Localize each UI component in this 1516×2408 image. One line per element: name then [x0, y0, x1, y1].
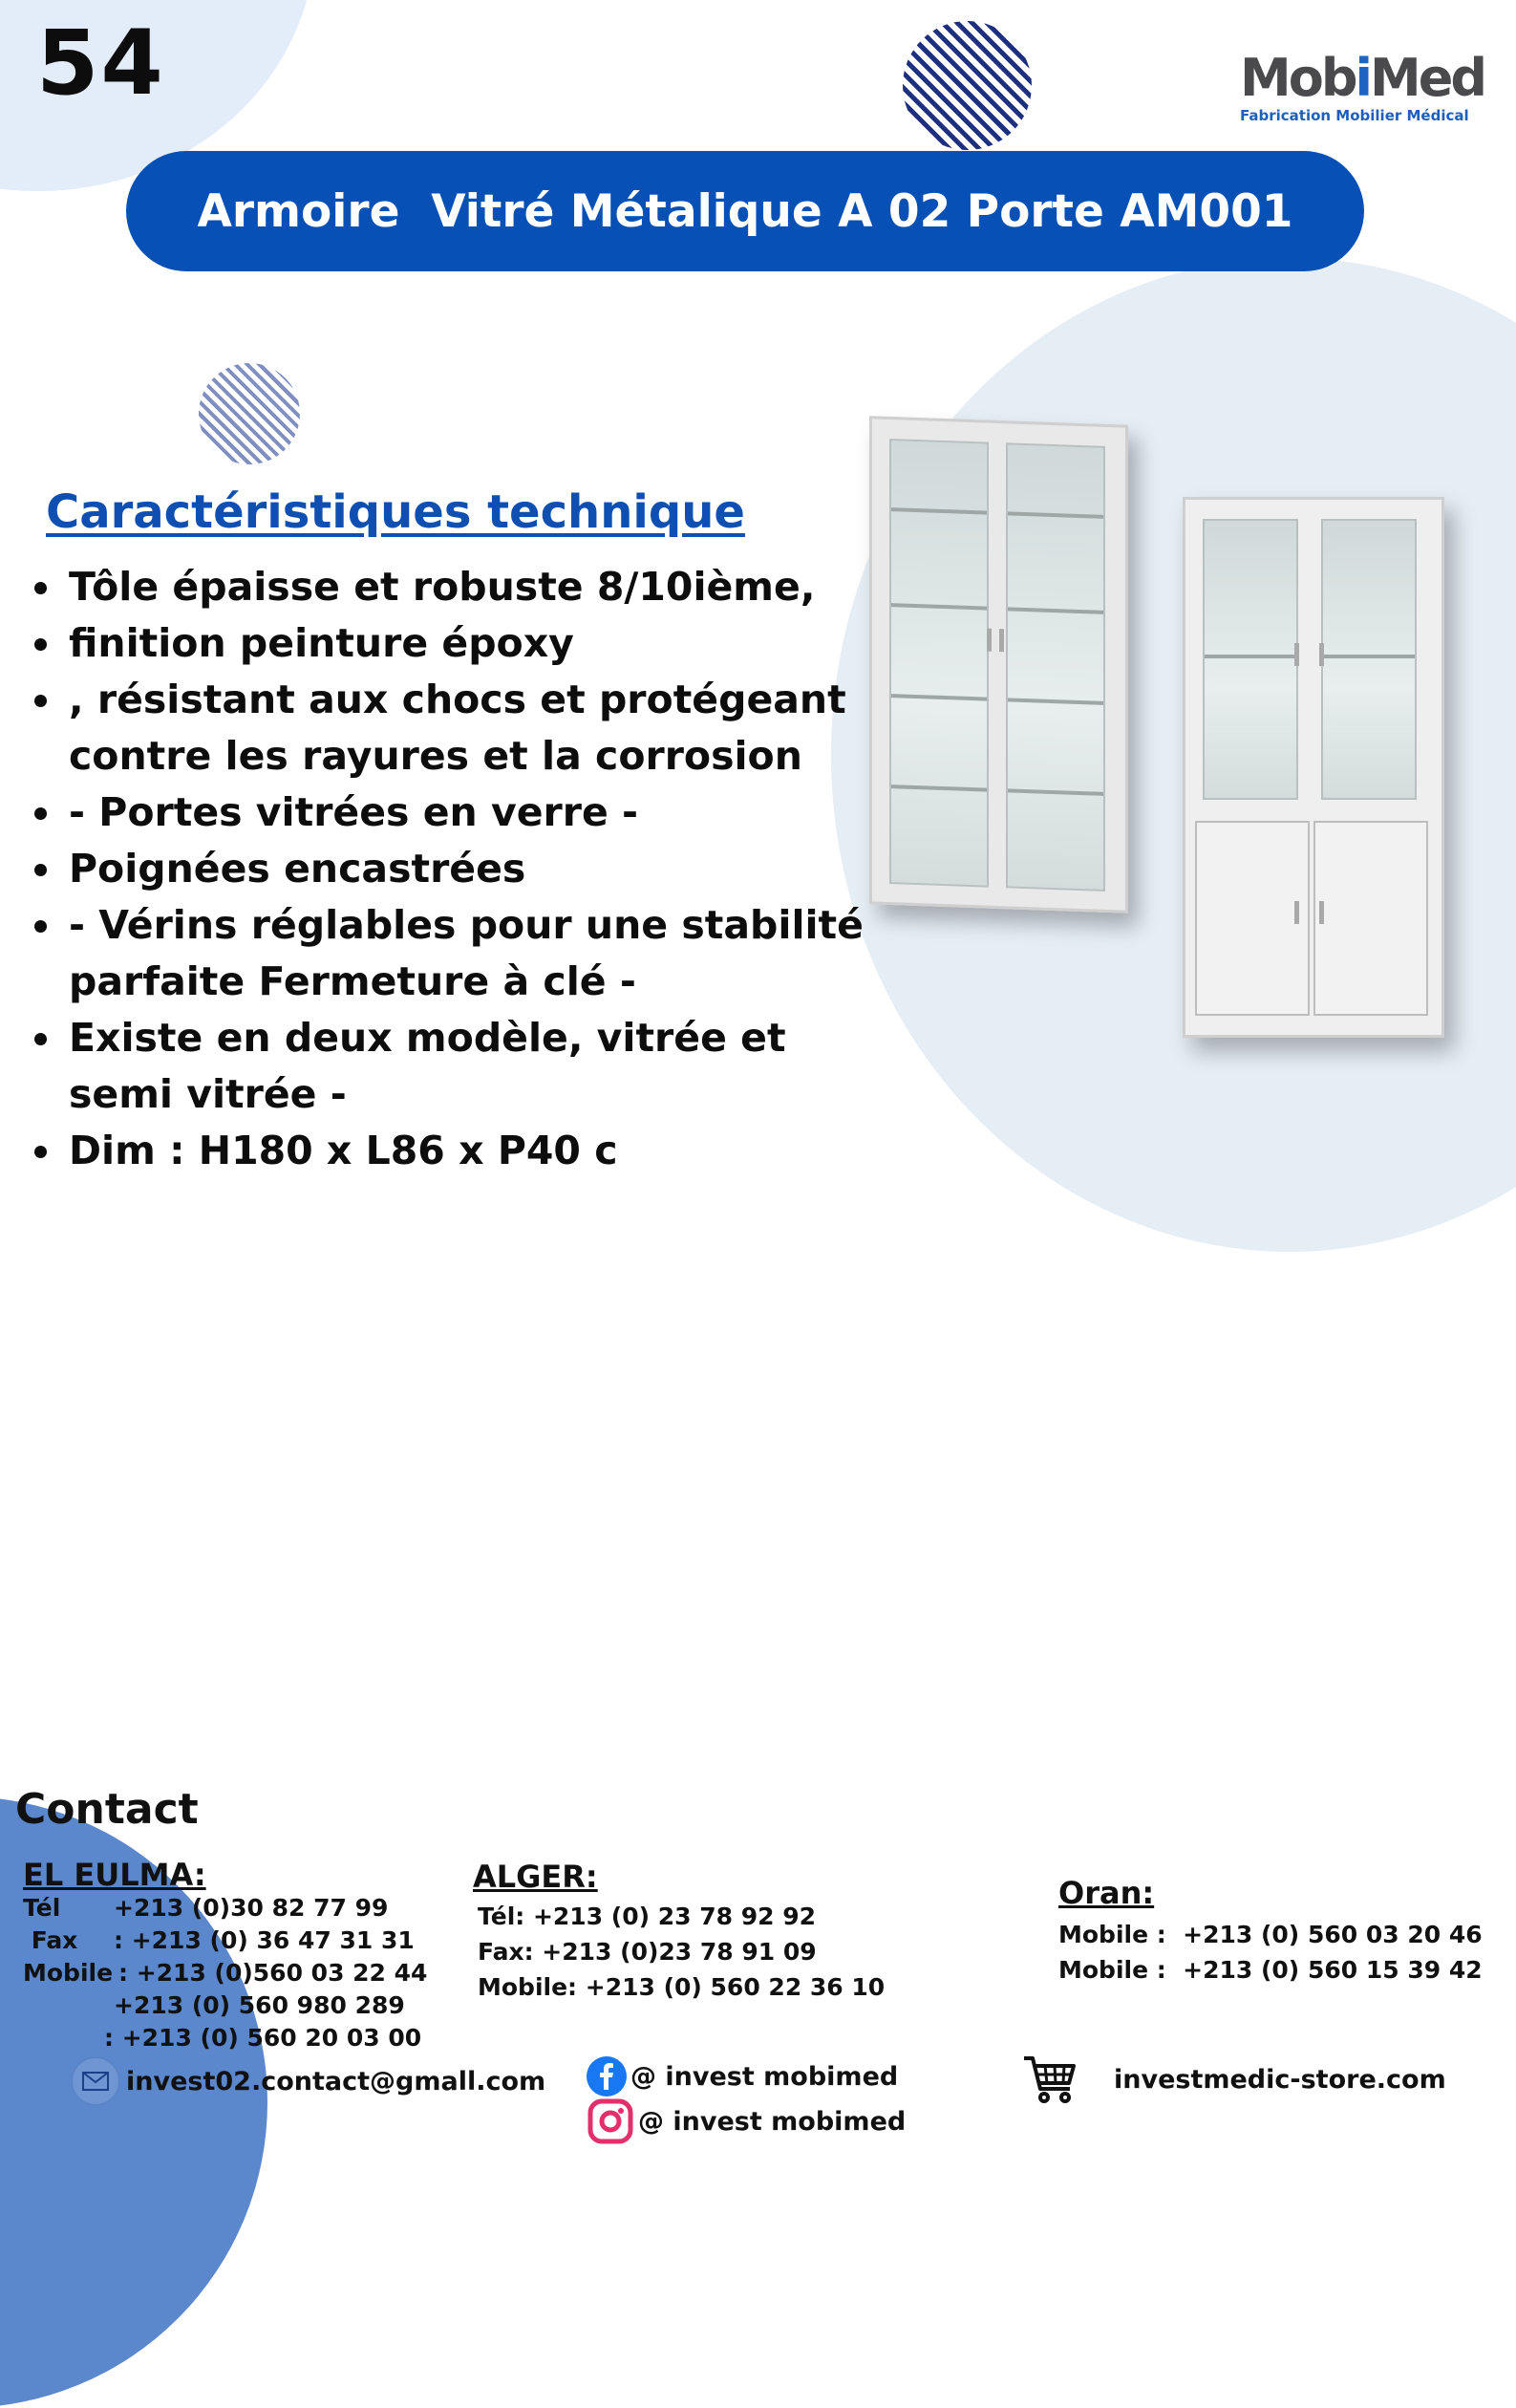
- oran-mobile: Mobile : +213 (0) 560 03 20 46: [1058, 1921, 1483, 1948]
- spec-item: - Portes vitrées en verre -: [29, 785, 869, 841]
- city-heading-alger: ALGER:: [473, 1859, 598, 1895]
- spec-item: , résistant aux chocs et protégeant contre les rayures et la corrosion: [29, 672, 869, 785]
- alger-contact-lines: [478, 1899, 885, 2005]
- title-banner: [126, 151, 1364, 271]
- facebook-handle[interactable]: @ invest mobimed: [630, 2061, 899, 2092]
- oran-contact-lines: [1058, 1917, 1483, 1988]
- city-heading-el-eulma: EL EULMA:: [23, 1857, 206, 1893]
- alger-mobile: Mobile: +213 (0) 560 22 36 10: [478, 1973, 886, 2001]
- cabinet-glass-door-left: [889, 439, 989, 888]
- cabinet-glass-door-right: [1321, 519, 1417, 800]
- oran-mobile: Mobile : +213 (0) 560 15 39 42: [1058, 1956, 1483, 1984]
- website-contact[interactable]: [1022, 2054, 1446, 2104]
- cabinet-handle: [1294, 643, 1299, 666]
- email-address[interactable]: invest02.contact@gmall.com: [126, 2066, 546, 2096]
- cabinet-solid-door-left: [1195, 821, 1310, 1016]
- spec-item: Existe en deux modèle, vitrée et semi vitrée -: [29, 1010, 869, 1123]
- page-number: 54: [36, 11, 165, 116]
- cabinet-handle: [1294, 901, 1299, 924]
- phone-number: +213 (0)30 82 77 99: [114, 1894, 389, 1922]
- cabinet-glass-door-right: [1006, 442, 1105, 892]
- fax-label: Fax: [23, 1926, 78, 1954]
- striped-circle-decoration: [903, 21, 1032, 150]
- cabinet-solid-door-right: [1313, 821, 1428, 1016]
- facebook-icon: [587, 2056, 627, 2096]
- spec-item: Poignées encastrées: [29, 841, 869, 897]
- glass-cabinet-image: [869, 416, 1128, 913]
- mobile-number: +213 (0) 560 980 289: [114, 1991, 405, 2019]
- specs-list: [29, 559, 869, 1179]
- instagram-handle[interactable]: @ invest mobimed: [638, 2106, 907, 2137]
- cabinet-glass-door-left: [1203, 519, 1298, 800]
- striped-circle-decoration: [199, 363, 300, 464]
- alger-fax: Fax: +213 (0)23 78 91 09: [478, 1938, 817, 1966]
- website-url[interactable]: investmedic-store.com: [1114, 2064, 1446, 2095]
- semi-glazed-cabinet-image: [1183, 497, 1444, 1038]
- el-eulma-contact-lines: [23, 1892, 427, 2054]
- fax-number: : +213 (0) 36 47 31 31: [114, 1926, 415, 1954]
- email-icon: [71, 2056, 120, 2106]
- product-title: Armoire Vitré Métalique A 02 Porte AM001: [197, 184, 1293, 238]
- alger-phone: Tél: +213 (0) 23 78 92 92: [478, 1903, 817, 1930]
- logo-wordmark: MobiMed: [1240, 48, 1485, 108]
- cabinet-handle: [987, 629, 992, 652]
- cabinet-handle: [1319, 643, 1324, 666]
- spec-item: finition peinture époxy: [29, 615, 869, 672]
- tel-label: Tél: [23, 1894, 61, 1922]
- mobile-label: Mobile: [23, 1959, 114, 1987]
- shopping-cart-icon: [1022, 2054, 1081, 2104]
- spec-item: - Vérins réglables pour une stabilité parfaite Fermeture à clé -: [29, 897, 869, 1010]
- cabinet-handle: [999, 629, 1004, 652]
- mobimed-logo: [1240, 48, 1490, 129]
- instagram-icon: [587, 2097, 634, 2145]
- spec-item: Tôle épaisse et robuste 8/10ième,: [29, 559, 869, 615]
- specs-heading: Caractéristiques technique: [46, 485, 745, 539]
- email-contact[interactable]: [71, 2056, 545, 2106]
- facebook-contact[interactable]: [587, 2056, 898, 2096]
- logo-tagline: Fabrication Mobilier Médical: [1240, 107, 1469, 124]
- mobile-number: : +213 (0)560 03 22 44: [118, 1959, 428, 1987]
- spec-item: Dim : H180 x L86 x P40 c: [29, 1123, 869, 1179]
- city-heading-oran: Oran:: [1058, 1875, 1155, 1911]
- cabinet-handle: [1319, 901, 1324, 924]
- mobile-number: : +213 (0) 560 20 03 00: [104, 2024, 422, 2052]
- contact-heading: Contact: [15, 1785, 199, 1834]
- instagram-contact[interactable]: [587, 2097, 906, 2145]
